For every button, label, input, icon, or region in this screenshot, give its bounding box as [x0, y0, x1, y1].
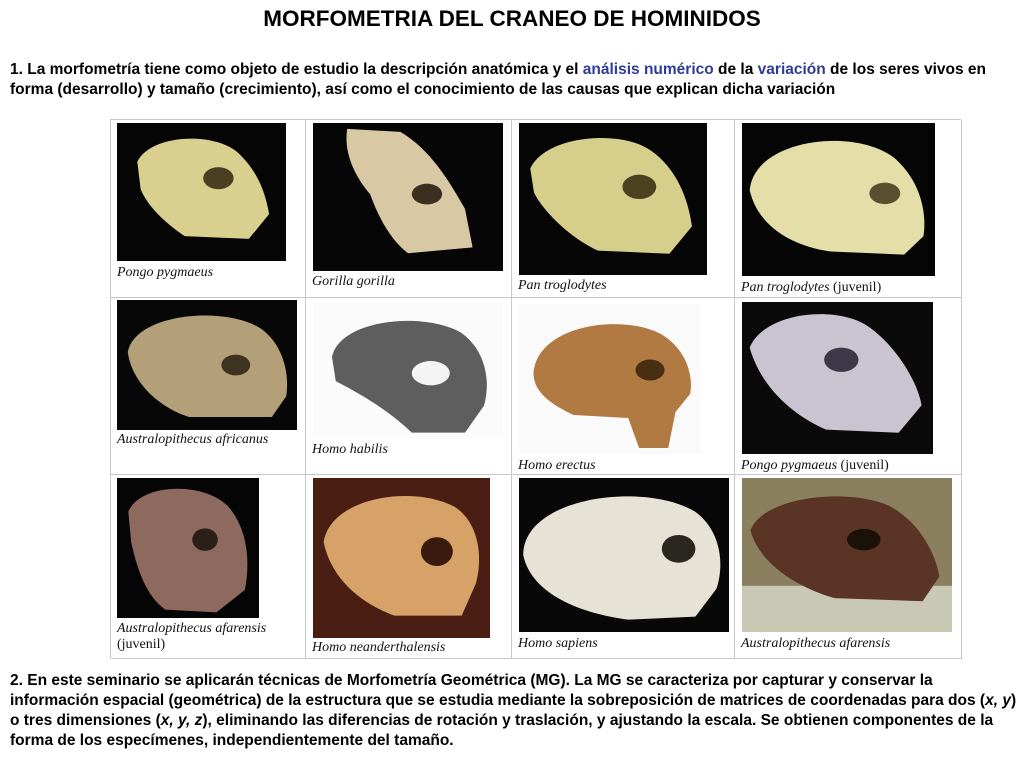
highlight-variacion: variación [757, 61, 826, 78]
specimen-caption: Pan troglodytes (juvenil) [741, 280, 882, 295]
skull-photo [313, 478, 490, 638]
intro-paragraph: 1. La morfometría tiene como objeto de estudio la descripción anatómica y el análisis numérico de la variación de los seres vivos en forma (desarrollo) y tamaño (crecimiento), así como el conocimiento de las causas que explican dicha variación [10, 61, 986, 98]
specimen-caption: Australopithecus africanus [117, 432, 269, 447]
page-title: MORFOMETRIA DEL CRANEO DE HOMINIDOS [263, 6, 761, 31]
seminar-paragraph: 2. En este seminario se aplicarán técnicas de Morfometría Geométrica (MG). La MG se caracteriza por capturar y conservar la información espacial (geométrica) de la estructura que se estudia mediante la sobreposición de matrices de coordenadas para dos (x, y) o tres dimensiones (x, y, z), eliminando las diferencias de rotación y traslación, y ajustando la escala. Se obtienen componentes de la forma de los especímenes, independientemente del tamaño. [10, 672, 1017, 749]
skull-cell-homo-erectus [512, 298, 735, 475]
specimen-caption: Australopithecus afarensis (juvenil) [117, 621, 267, 652]
skull-photo [117, 300, 297, 430]
skull-cell-australopithecus-africanus [111, 298, 306, 475]
specimen-caption: Homo erectus [518, 458, 596, 473]
skull-cell-pan-troglodytes [512, 120, 735, 298]
specimen-caption: Australopithecus afarensis [741, 636, 891, 651]
skull-cell-pongo-pygmaeus-juvenil [735, 298, 962, 475]
skull-cell-australopithecus-afarensis-juvenil [111, 475, 306, 659]
skull-photo [742, 478, 952, 632]
skull-cell-homo-neanderthalensis [306, 475, 512, 659]
specimen-caption: Pan troglodytes [518, 278, 607, 293]
skull-photo [313, 303, 503, 438]
skull-cell-gorilla-gorilla [306, 120, 512, 298]
skull-photo [742, 123, 935, 276]
skull-cell-pan-troglodytes-juvenil [735, 120, 962, 298]
skull-photo-grid [110, 119, 961, 658]
specimen-caption: Homo sapiens [518, 636, 598, 651]
coords-3d: x, y, z [160, 712, 203, 729]
specimen-caption: Pongo pygmaeus (juvenil) [741, 458, 889, 473]
skull-photo [117, 478, 259, 618]
skull-photo [313, 123, 503, 271]
specimen-caption: Pongo pygmaeus [117, 265, 214, 280]
specimen-caption: Gorilla gorilla [312, 274, 395, 289]
specimen-caption: Homo neanderthalensis [312, 640, 446, 655]
skull-photo [519, 304, 701, 454]
specimen-caption: Homo habilis [312, 442, 388, 457]
skull-cell-australopithecus-afarensis [735, 475, 962, 659]
skull-photo [519, 478, 729, 632]
skull-cell-pongo-pygmaeus [111, 120, 306, 298]
highlight-analisis: análisis numérico [582, 61, 714, 78]
skull-cell-homo-sapiens [512, 475, 735, 659]
skull-cell-homo-habilis [306, 298, 512, 475]
skull-photo [742, 302, 933, 454]
skull-photo [117, 123, 286, 261]
coords-2d: x, y [985, 692, 1011, 709]
skull-photo [519, 123, 707, 275]
